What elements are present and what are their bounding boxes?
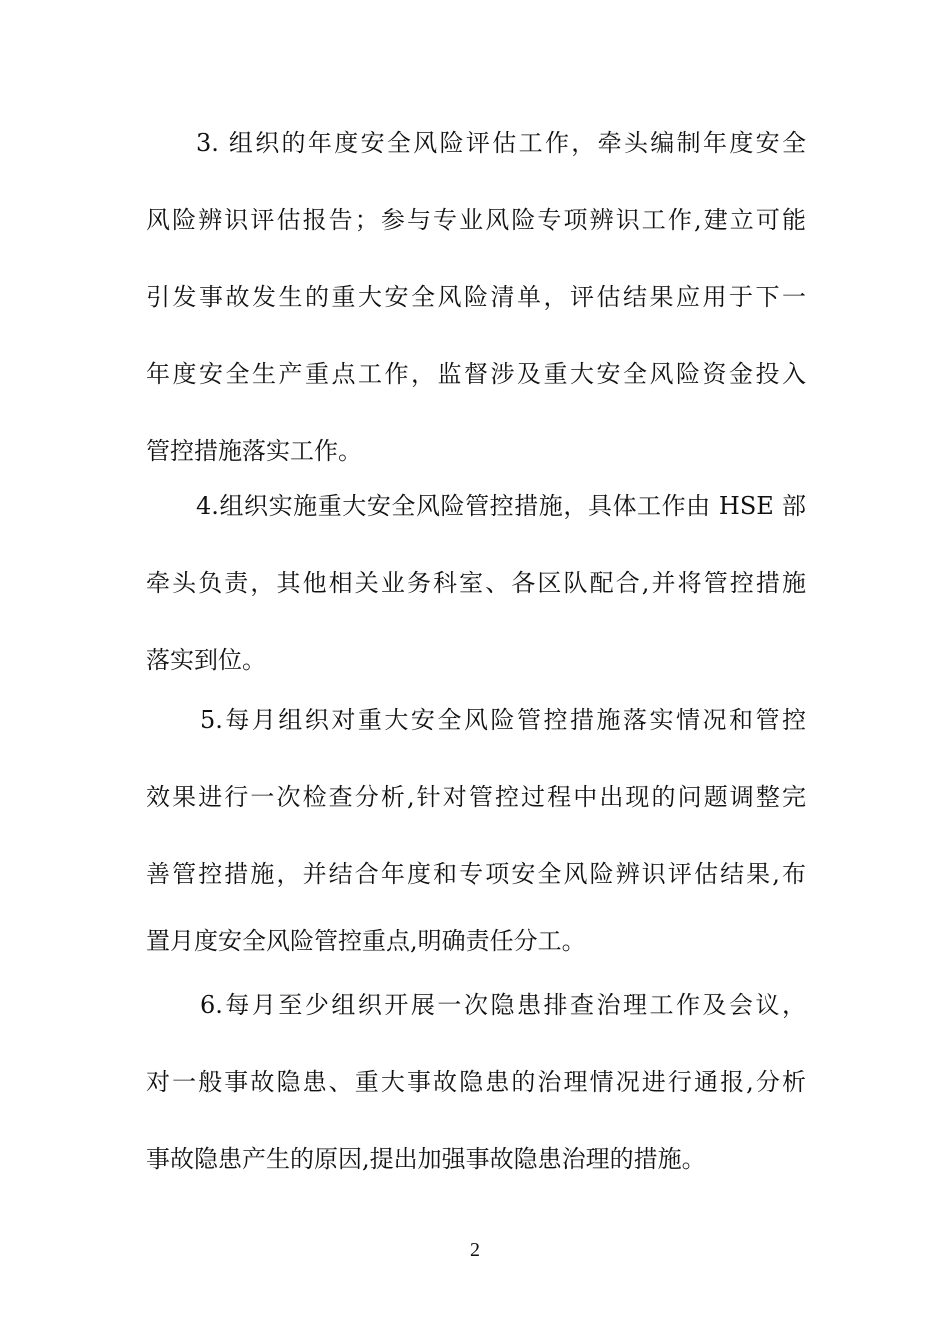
paragraph-6-line-2: 对一般事故隐患、重大事故隐患的治理情况进行通报,分析 <box>146 1068 806 1096</box>
paragraph-5-line-4: 置月度安全风险管控重点,明确责任分工。 <box>146 927 586 955</box>
paragraph-4-line-3: 落实到位。 <box>146 646 266 674</box>
paragraph-5-line-1: 5.每月组织对重大安全风险管控措施落实情况和管控 <box>200 706 806 734</box>
paragraph-5-line-3: 善管控措施，并结合年度和专项安全风险辨识评估结果,布 <box>146 860 806 888</box>
paragraph-3-line-4: 年度安全生产重点工作，监督涉及重大安全风险资金投入 <box>146 360 806 388</box>
paragraph-4-line-1: 4.组织实施重大安全风险管控措施，具体工作由 HSE 部 <box>196 492 806 520</box>
page-number: 2 <box>470 1239 480 1261</box>
paragraph-3-line-2: 风险辨识评估报告；参与专业风险专项辨识工作,建立可能 <box>146 206 806 234</box>
paragraph-6-line-1: 6.每月至少组织开展一次隐患排查治理工作及会议， <box>200 991 806 1019</box>
paragraph-6-line-3: 事故隐患产生的原因,提出加强事故隐患治理的措施。 <box>146 1145 706 1173</box>
paragraph-3-line-5: 管控措施落实工作。 <box>146 437 362 465</box>
paragraph-3-line-1: 3. 组织的年度安全风险评估工作，牵头编制年度安全 <box>196 129 806 157</box>
paragraph-4-line-2: 牵头负责，其他相关业务科室、各区队配合,并将管控措施 <box>146 569 806 597</box>
paragraph-3-line-3: 引发事故发生的重大安全风险清单，评估结果应用于下一 <box>146 283 806 311</box>
paragraph-5-line-2: 效果进行一次检查分析,针对管控过程中出现的问题调整完 <box>146 783 806 811</box>
